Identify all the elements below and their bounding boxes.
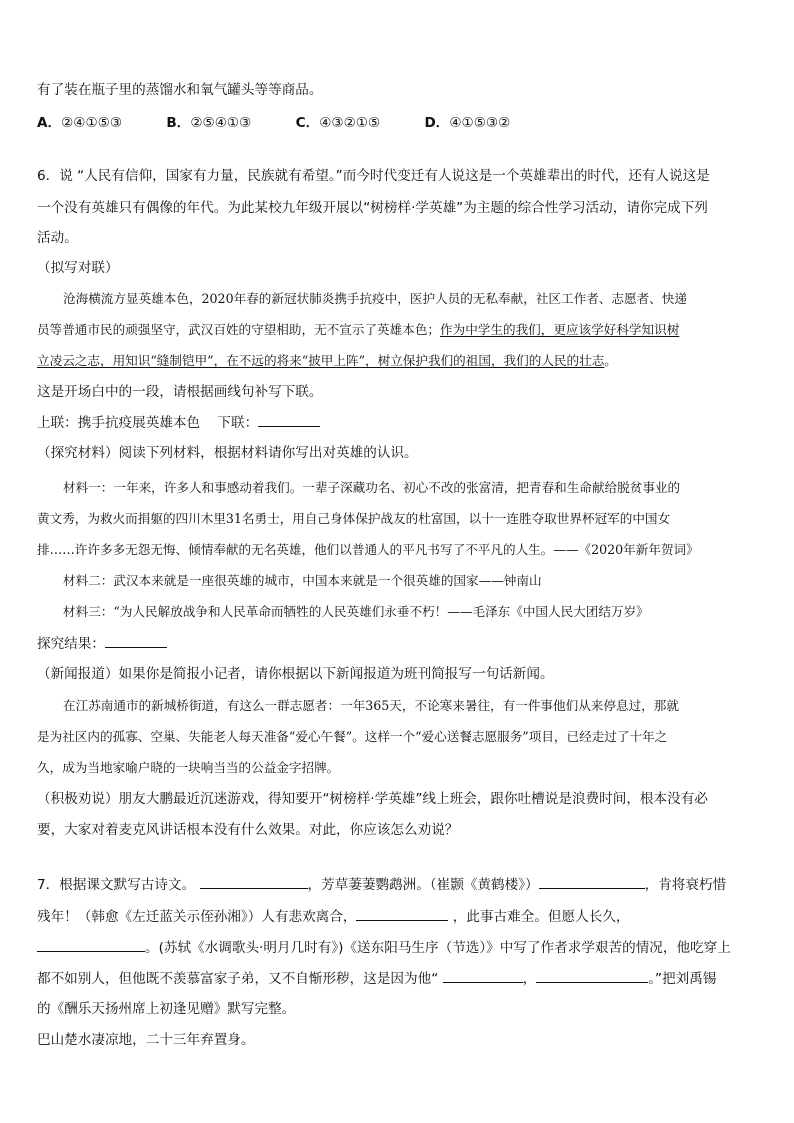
explore-result-blank[interactable] — [105, 633, 167, 648]
explore-result-label: 探究结果： — [37, 636, 105, 652]
q5-tail-text: 有了装在瓶子里的蒸馏水和氧气罐头等等商品。 — [37, 82, 323, 98]
q6-stem-1: 6．说 “人民有信仰，国家有力量，民族就有希望。”而今时代变迁有人说这是一个英雄辈出的时代，还有人说这是 — [37, 168, 710, 184]
couplet-answer-row — [37, 412, 759, 433]
persuade-line-2: 要，大家对着麦克风讲话根本没有什么效果。对此，你应该怎么劝说？ — [37, 822, 459, 838]
couplet-passage-1: 沧海横流方显英雄本色，2020年春的新冠状肺炎携手抗疫中，医护人员的无私奉献，社区工作者、志愿者、快递 — [63, 291, 687, 306]
couplet-upper: 上联：携手抗疫展英雄本色 — [37, 415, 201, 431]
q7-blank-6[interactable] — [536, 968, 648, 983]
material-1-line-1: 材料一：一年来，许多人和事感动着我们。一辈子深藏功名、初心不改的张富清，把青春和生命献给脱贫事业的 — [63, 480, 681, 495]
news-line-2: 是为社区内的孤寡、空巢、失能老人每天准备“爱心午餐”。这样一个“爱心送餐志愿服务”项目，已经走过了十年之 — [37, 729, 668, 744]
q5-option-c: C．④③②①⑤ — [295, 115, 381, 131]
q6-stem-3: 活动。 — [37, 230, 78, 246]
q7-line-2: 残年！（韩愈《左迁蓝关示侄孙湘》）人有悲欢离合， ，此事古难全。但愿人长久， — [37, 906, 759, 927]
material-3: 材料三：“为人民解放战争和人民革命而牺牲的人民英雄们永垂不朽！——毛泽东《中国人民大团结万岁》 — [63, 604, 649, 619]
explore-result-row — [37, 633, 759, 654]
couplet-task: 这是开场白中的一段，请根据画线句补写下联。 — [37, 384, 323, 400]
q7-line-1: 7．根据课文默写古诗文。 ，芳草萋萋鹦鹉洲。（崔颢《黄鹤楼》） ，肯将衰朽惜 — [37, 874, 759, 895]
q7-poem-line: 巴山楚水凄凉地，二十三年弃置身。 — [37, 1032, 255, 1048]
q7-blank-3[interactable] — [356, 906, 448, 921]
q7-line-5: 的《酬乐天扬州席上初逢见赠》默写完整。 — [37, 1001, 296, 1017]
persuade-line-1: （积极劝说）朋友大鹏最近沉迷游戏，得知要开“树榜样·学英雄”线上班会，跟你吐槽说是浪费时间，根本没有必 — [37, 791, 708, 807]
material-1-line-2: 黄文秀，为救火而捐躯的四川木里31名勇士，用自己身体保护战友的杜富国，以十一连胜夺取世界杯冠军的中国女 — [37, 511, 671, 526]
couplet-heading: （拟写对联） — [37, 260, 119, 276]
underlined-sentence: 作为中学生的我们，更应该学好科学知识树 — [440, 322, 680, 337]
material-1-line-3: 排……许许多多无怨无悔、倾情奉献的无名英雄，他们以普通人的平凡书写了不平凡的人生。——《2020年新年贺词》 — [37, 542, 699, 557]
underlined-sentence-cont: 立凌云之志，用知识“缝制铠甲”，在不远的将来“披甲上阵”，树立保护我们的祖国，我们的人民的壮志 — [37, 353, 605, 368]
news-line-3: 久，成为当地家喻户晓的一块响当当的公益金字招牌。 — [37, 760, 340, 775]
q5-option-a: A．②④①⑤③ — [37, 115, 123, 131]
news-line-1: 在江苏南通市的新城桥街道，有这么一群志愿者：一年365天，不论寒来暑往，有一件事他们从来停息过，那就 — [63, 698, 679, 713]
couplet-lower-label: 下联： — [217, 415, 259, 431]
explore-heading: （探究材料）阅读下列材料，根据材料请你写出对英雄的认识。 — [37, 445, 418, 461]
q7-blank-2[interactable] — [539, 874, 645, 889]
q6-stem-2: 一个没有英雄只有偶像的年代。为此某校九年级开展以“树榜样·学英雄”为主题的综合性学习活动，请你完成下列 — [37, 200, 708, 216]
couplet-passage-3: 立凌云之志，用知识“缝制铠甲”，在不远的将来“披甲上阵”，树立保护我们的祖国，我们的人民的壮志。 — [37, 353, 617, 368]
q5-option-b: B．②⑤④①③ — [166, 115, 252, 131]
q5-options — [37, 113, 759, 133]
q7-line-3: 。(苏轼《水调歌头·明月几时有》)《送东阳马生序（节选）》中写了作者求学艰苦的情况，他吃穿上 — [37, 937, 759, 958]
material-2: 材料二：武汉本来就是一座很英雄的城市，中国本来就是一个很英雄的国家——钟南山 — [63, 573, 542, 588]
q7-blank-5[interactable] — [443, 968, 523, 983]
news-heading: （新闻报道）如果你是简报小记者，请你根据以下新闻报道为班刊简报写一句话新闻。 — [37, 666, 554, 682]
couplet-lower-blank[interactable] — [258, 412, 320, 427]
couplet-passage-2: 员等普通市民的顽强坚守，武汉百姓的守望相助，无不宣示了英雄本色；作为中学生的我们，更应该学好科学知识树 — [37, 322, 680, 337]
q5-option-d: D．④①⑤③② — [424, 115, 511, 131]
q7-blank-4[interactable] — [37, 937, 145, 952]
q7-line-4: 都不如别人，但他既不羡慕富家子弟，又不自惭形秽，这是因为他“ ， 。”把刘禹锡 — [37, 968, 759, 989]
q7-blank-1[interactable] — [200, 874, 308, 889]
